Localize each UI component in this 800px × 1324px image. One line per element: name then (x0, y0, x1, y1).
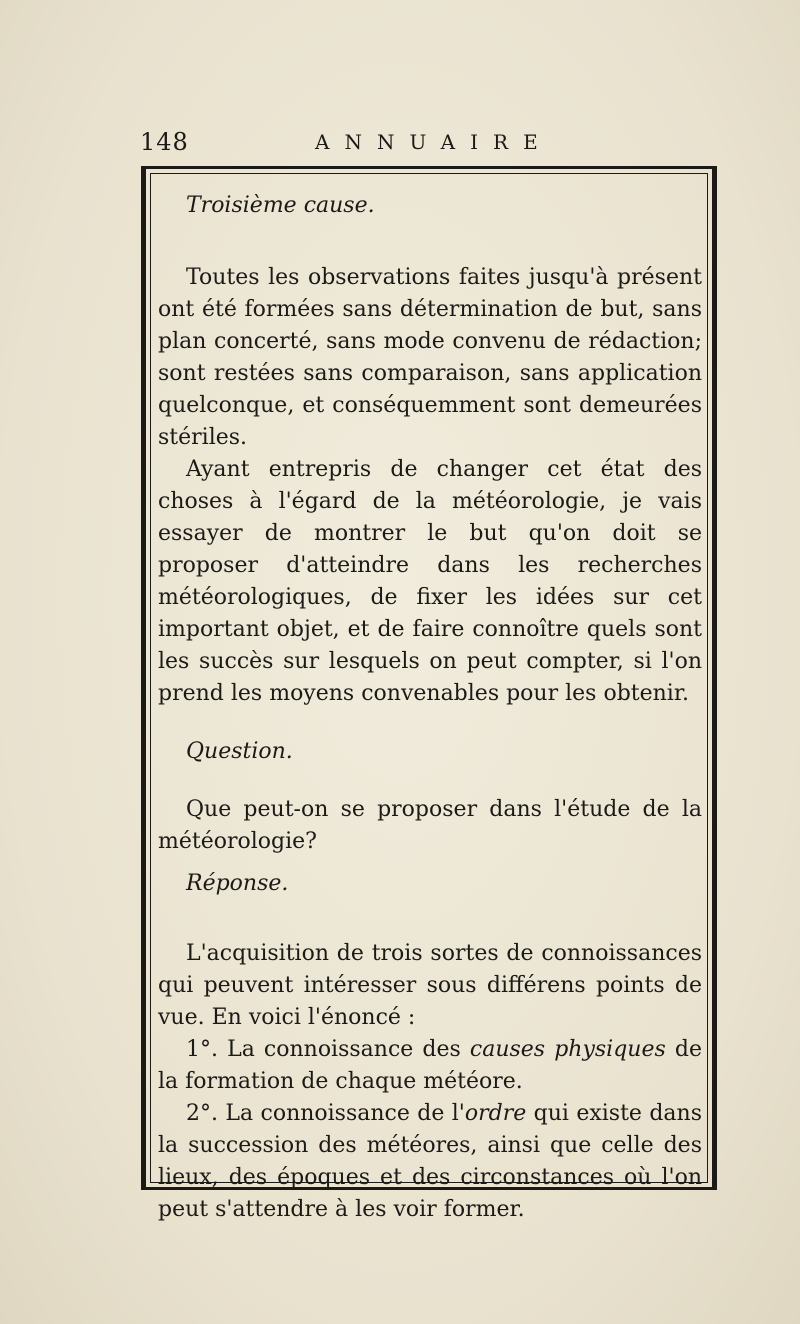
list-item-ordre (158, 1098, 702, 1226)
paragraph-ayant-entrepris: Ayant entrepris de changer cet état des choses à l'égard de la météorologie, je vais essayer de montrer le but qu'on doit se proposer d'atteindre dans les recherches météorologiques, de fixer les idées sur cet important objet, et de faire connoître quels sont les succès sur lesquels on peut compter, si l'on prend les moyens convenables pour les obtenir. (158, 457, 702, 706)
page-number: 148 (140, 128, 189, 156)
section-heading-question: Question. (186, 739, 293, 764)
section-heading-reponse: Réponse. (186, 871, 289, 896)
list-item-1-emphasis: causes physiques (469, 1037, 666, 1062)
list-item-causes-physiques (158, 1034, 702, 1098)
list-item-1-suffix: de la formation de chaque météore. (158, 1037, 702, 1094)
paragraph-observations: Toutes les observations faites jusqu'à présent ont été formées sans détermination de but, sans plan concerté, sans mode convenu de rédaction; sont restées sans comparaison, sans application quelconque, et conséquemment sont demeurées stériles. (158, 265, 702, 450)
section-heading-troisieme-cause: Troisième cause. (186, 193, 375, 218)
list-item-2-prefix: 2°. La connoissance de l' (186, 1101, 465, 1126)
paragraph-reponse: L'acquisition de trois sortes de connoissances qui peuvent intéresser sous différens points de vue. En voici l'énoncé : (158, 941, 702, 1030)
list-item-2-emphasis: ordre (464, 1101, 527, 1126)
list-item-2-suffix: qui existe dans la succession des météores, ainsi que celle des lieux, des époques et des circonstances où l'on peut s'attendre à les voir former. (158, 1101, 702, 1222)
running-title: ANNUAIRE (315, 130, 553, 154)
page-header (140, 128, 720, 164)
paragraph-question: Que peut-on se proposer dans l'étude de la météorologie? (158, 797, 702, 854)
page-text-block (158, 190, 702, 1226)
list-item-1-prefix: 1°. La connoissance des (186, 1037, 470, 1062)
